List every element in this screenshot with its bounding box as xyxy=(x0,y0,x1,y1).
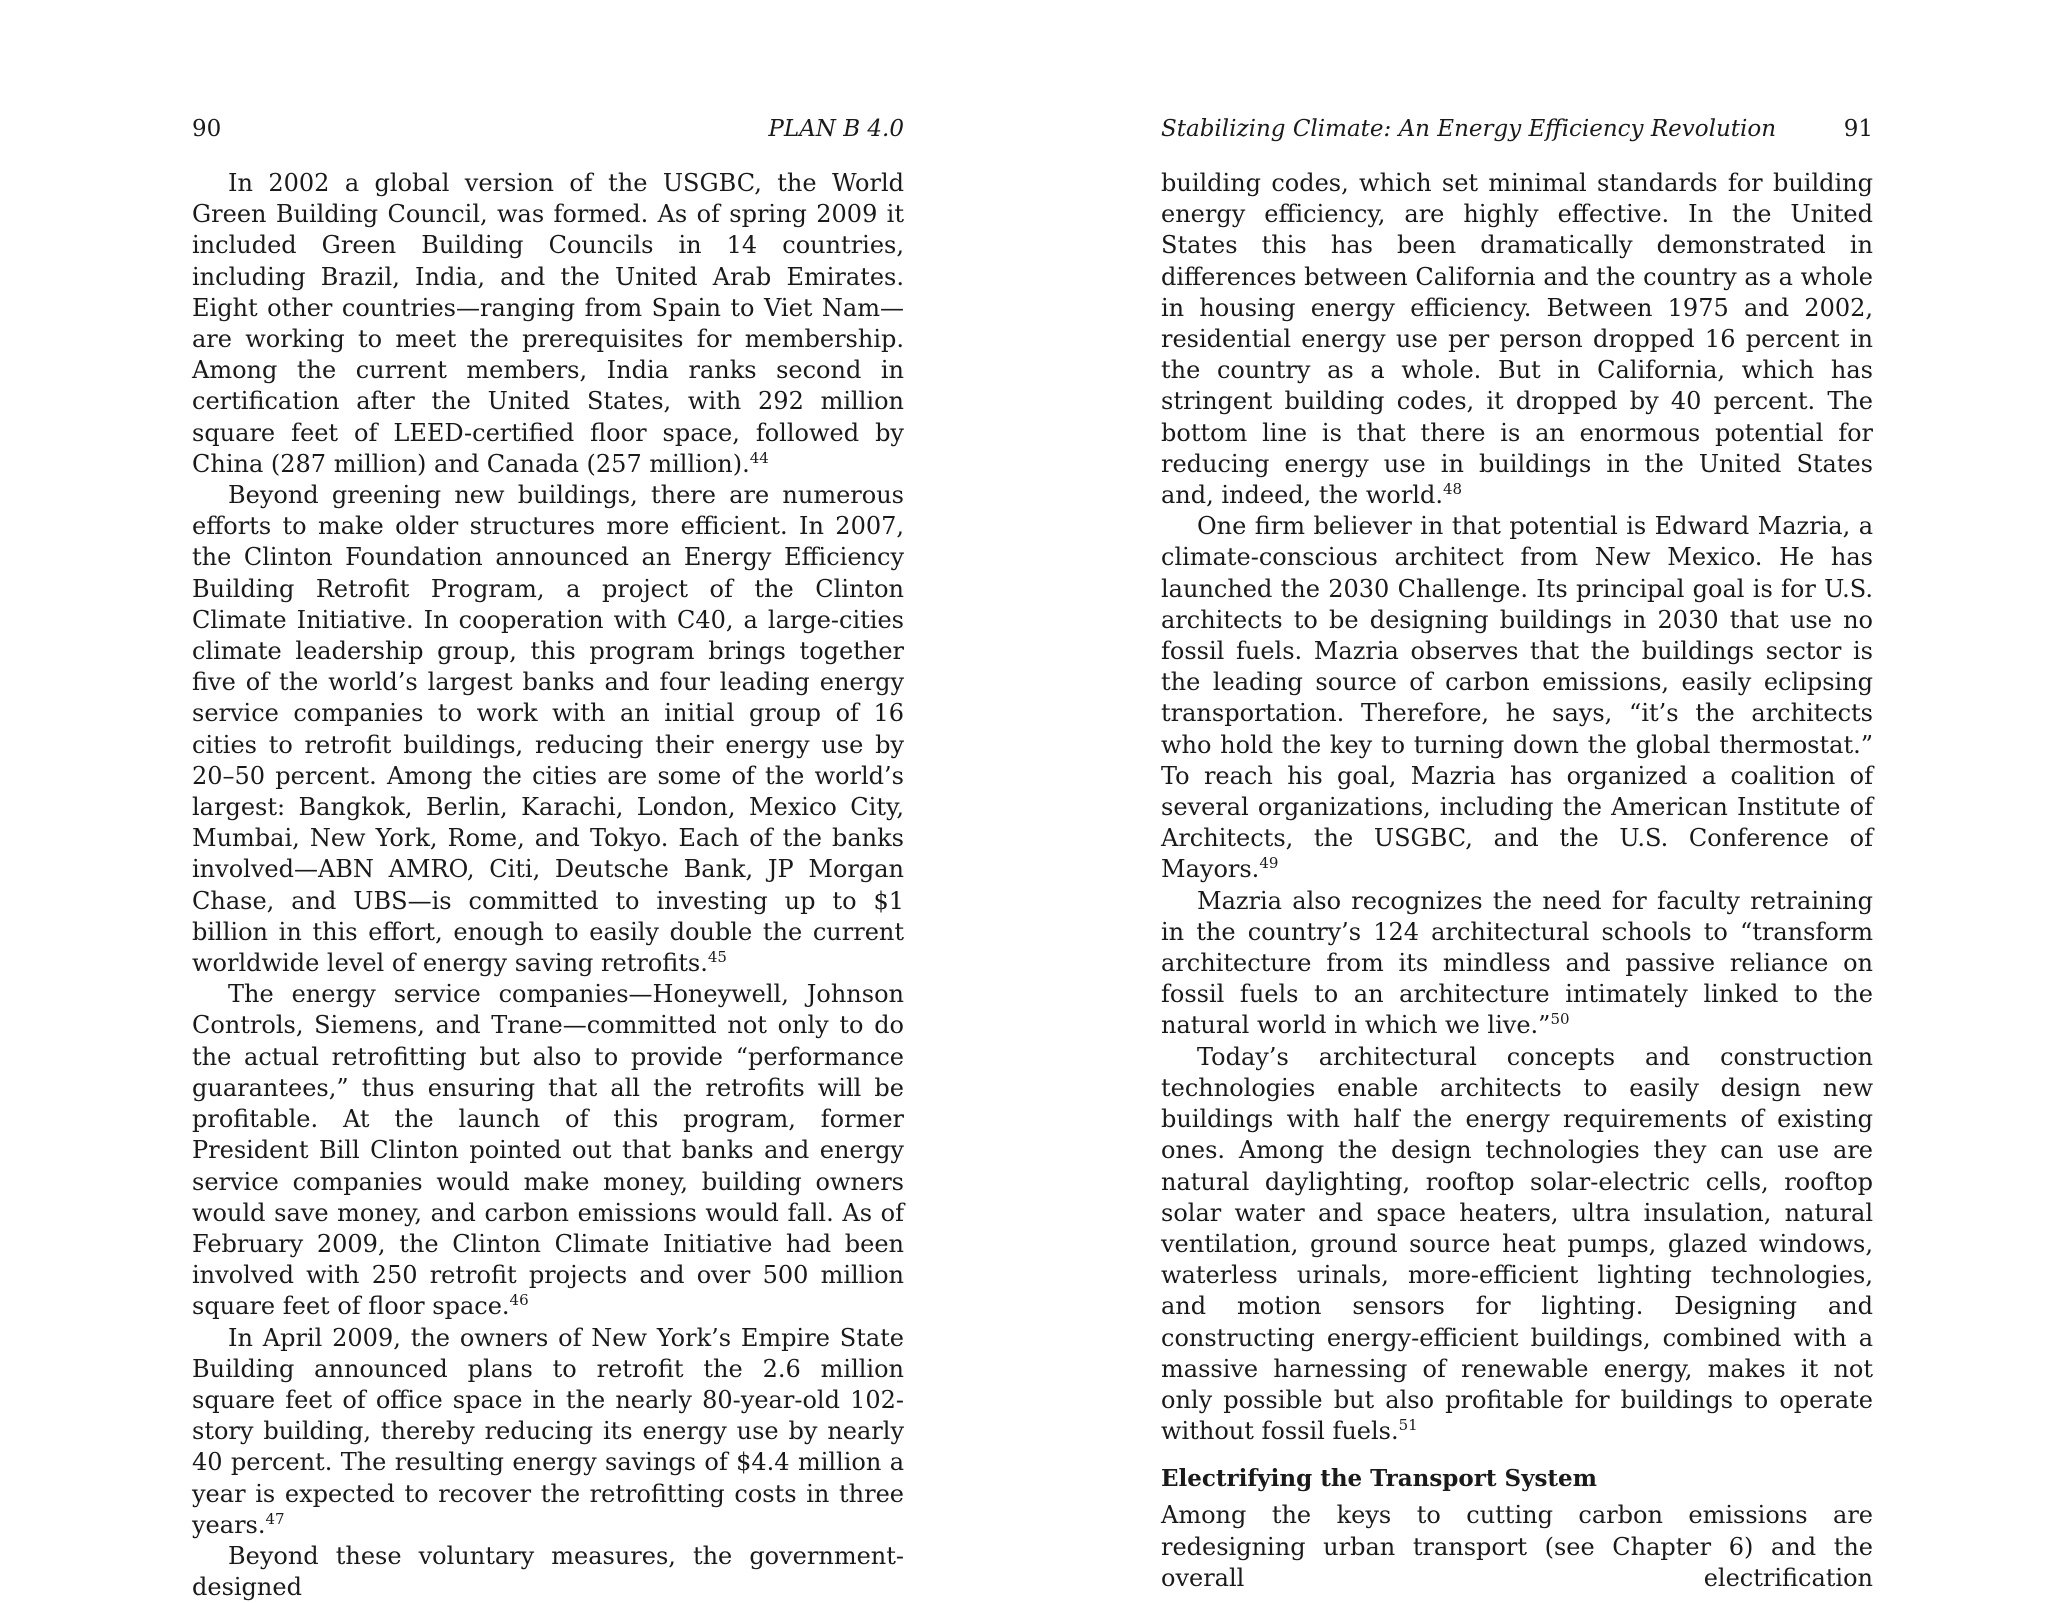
paragraph-text: One firm believer in that potential is Edward Mazria, a climate-conscious architect from New Mexico. He has launched the 2030 Challenge. Its principal goal is for U.S. architects to be designing buildings in 2030 that use no fossil fuels. Mazria observes that the buildings sector is the leading source of carbon emissions, easily eclipsing transportation. Therefore, he says, “it’s the architects who hold the key to turning down the global thermostat.” To reach his goal, Mazria has organized a coalition of several organizations, including the American Institute of Architects, the USGBC, and the U.S. Conference of Mayors. xyxy=(1161,512,1873,884)
paragraph xyxy=(1161,511,1873,885)
running-head-title: PLAN B 4.0 xyxy=(768,116,904,142)
footnote-ref: 47 xyxy=(265,1509,285,1528)
paragraph-text: building codes, which set minimal standards for building energy efficiency, are highly effective. In the United States this has been dramatically demonstrated in differences between California and the country as a whole in housing energy efficiency. Between 1975 and 2002, residential energy use per person dropped 16 percent in the country as a whole. But in California, which has stringent building codes, it dropped by 40 percent. The bottom line is that there is an enormous potential for reducing energy use in buildings in the United States and, indeed, the world. xyxy=(1161,169,1873,510)
right-running-head xyxy=(1161,112,1873,148)
paragraph-text: In 2002 a global version of the USGBC, the World Green Building Council, was formed. As of spring 2009 it included Green Building Councils in 14 countries, including Brazil, India, and the United Arab Emirates. Eight other countries—ranging from Spain to Viet Nam—are working to meet the prerequisites for membership. Among the current members, India ranks second in certification after the United States, with 292 million square feet of LEED-certified floor space, followed by China (287 million) and Canada (257 million). xyxy=(192,169,904,478)
right-page xyxy=(1161,112,1873,1594)
left-running-head xyxy=(192,112,904,148)
paragraph xyxy=(192,1323,904,1541)
paragraph xyxy=(192,979,904,1322)
page-number: 91 xyxy=(1843,116,1873,142)
paragraph-text: The energy service companies—Honeywell, Johnson Controls, Siemens, and Trane—committed not only to do the actual retrofitting but also to provide “performance guarantees,” thus ensuring that all the retrofits will be profitable. At the launch of this program, former President Bill Clinton pointed out that banks and energy service companies would make money, building owners would save money, and carbon emissions would fall. As of February 2009, the Clinton Climate Initiative had been involved with 250 retrofit projects and over 500 million square feet of floor space. xyxy=(192,980,904,1321)
paragraph xyxy=(1161,886,1873,1042)
paragraph-text: Beyond greening new buildings, there are numerous efforts to make older structures more efficient. In 2007, the Clinton Foundation announced an Energy Efficiency Building Retrofit Program, a project of the Clinton Climate Initiative. In cooperation with C40, a large-cities climate leadership group, this program brings together five of the world’s largest banks and four leading energy service companies to work with an initial group of 16 cities to retrofit buildings, reducing their energy use by 20–50 percent. Among the cities are some of the world’s largest: Bangkok, Berlin, Karachi, London, Mexico City, Mumbai, New York, Rome, and Tokyo. Each of the banks involved—ABN AMRO, Citi, Deutsche Bank, JP Morgan Chase, and UBS—is committed to investing up to $1 billion in this effort, enough to easily double the current worldwide level of energy saving retrofits. xyxy=(192,481,904,978)
left-page xyxy=(192,112,904,1603)
running-head-title: Stabilizing Climate: An Energy Efficiency Revolution xyxy=(1161,116,1777,142)
paragraph-text: Today’s architectural concepts and construction technologies enable architects to easily design new buildings with half the energy requirements of existing ones. Among the design technologies they can use are natural daylighting, rooftop solar-electric cells, rooftop solar water and space heaters, ultra insulation, natural ventilation, ground source heat pumps, glazed windows, waterless urinals, more-efficient lighting technologies, and motion sensors for lighting. Designing and constructing energy-efficient buildings, combined with a massive harnessing of renewable energy, makes it not only possible but also profitable for buildings to operate without fossil fuels. xyxy=(1161,1042,1873,1446)
paragraph-text: Beyond these voluntary measures, the government-designed xyxy=(192,1541,904,1602)
footnote-ref: 45 xyxy=(707,948,727,967)
paragraph xyxy=(192,168,904,480)
footnote-ref: 46 xyxy=(509,1291,529,1310)
paragraph xyxy=(192,1541,904,1603)
paragraph xyxy=(192,480,904,979)
left-body-text xyxy=(192,168,904,1603)
paragraph-text: In April 2009, the owners of New York’s Empire State Building announced plans to retrofit the 2.6 million square feet of office space in the nearly 80-year-old 102-story building, thereby reducing its energy use by nearly 40 percent. The resulting energy savings of $4.4 million a year is expected to recover the retrofitting costs in three years. xyxy=(192,1323,904,1539)
footnote-ref: 44 xyxy=(749,448,769,467)
section-heading: Electrifying the Transport System xyxy=(1161,1465,1598,1493)
paragraph-text: Among the keys to cutting carbon emissions are redesigning urban transport (see Chapter 6) and the overall electrification xyxy=(1161,1501,1873,1592)
footnote-ref: 51 xyxy=(1398,1416,1418,1435)
page-number: 90 xyxy=(192,116,222,142)
footnote-ref: 50 xyxy=(1550,1010,1570,1029)
paragraph-text: Mazria also recognizes the need for faculty retraining in the country’s 124 architectural schools to “transform architecture from its mindless and passive reliance on fossil fuels to an architecture intimately linked to the natural world in which we live.” xyxy=(1161,886,1873,1040)
footnote-ref: 49 xyxy=(1259,854,1279,873)
paragraph xyxy=(1161,1042,1873,1448)
right-body-text xyxy=(1161,168,1873,1594)
paragraph xyxy=(1161,1500,1873,1594)
footnote-ref: 48 xyxy=(1442,480,1463,499)
paragraph xyxy=(1161,168,1873,511)
